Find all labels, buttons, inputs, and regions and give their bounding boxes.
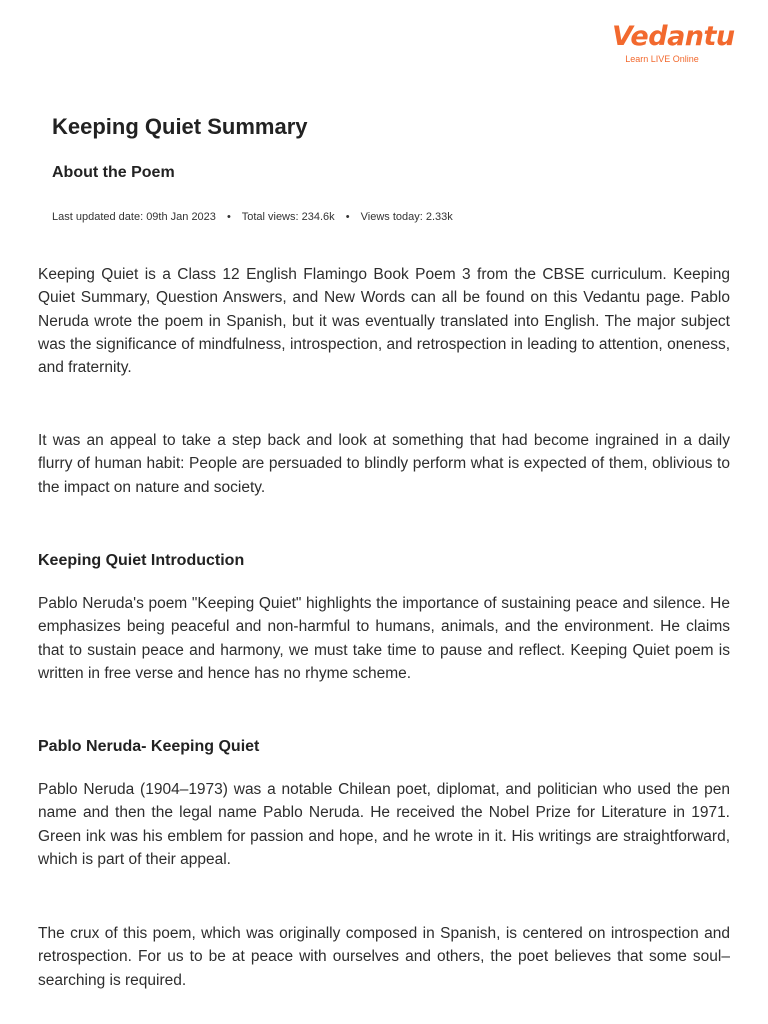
meta-separator: •	[345, 211, 350, 223]
vedantu-logo[interactable]	[612, 21, 735, 64]
article-meta	[52, 209, 453, 225]
logo-wordmark: Vedantu	[612, 21, 735, 52]
section-heading-introduction: Keeping Quiet Introduction	[38, 552, 245, 569]
paragraph-intro: Keeping Quiet is a Class 12 English Flamingo Book Poem 3 from the CBSE curriculum. Keeping Quiet Summary, Question Answers, and New Words can all be found on this Vedantu page. Pablo Neruda wrote the poem in Spanish, but it was eventually translated into English. The major subject was the significance of mindfulness, introspection, and retrospection in leading to attention, oneness, and fraternity.	[38, 266, 730, 377]
views-today: Views today: 2.33k	[360, 211, 453, 223]
total-views: Total views: 234.6k	[241, 211, 335, 223]
paragraph-crux: The crux of this poem, which was originally composed in Spanish, is centered on introspection and retrospection. For us to be at peace with ourselves and others, the poet believes that some soul–searching is required.	[38, 925, 730, 989]
paragraph-introduction: Pablo Neruda's poem "Keeping Quiet" highlights the importance of sustaining peace and silence. He emphasizes being peaceful and non-harmful to humans, animals, and the environment. He claims that to sustain peace and harmony, we must take time to pause and reflect. Keeping Quiet poem is written in free verse and hence has no rhyme scheme.	[38, 595, 730, 682]
paragraph-neruda-bio: Pablo Neruda (1904–1973) was a notable Chilean poet, diplomat, and politician who used the pen name and then the legal name Pablo Neruda. He received the Nobel Prize for Literature in 1971. Green ink was his emblem for passion and hope, and he wrote in it. His writings are straightforward, which is part of their appeal.	[38, 781, 730, 868]
meta-separator: •	[226, 211, 231, 223]
paragraph-appeal: It was an appeal to take a step back and look at something that had become ingrained in a daily flurry of human habit: People are persuaded to blindly perform what is expected of them, oblivious to the impact on nature and society.	[38, 432, 730, 496]
page-title: Keeping Quiet Summary	[52, 114, 308, 139]
last-updated-date: Last updated date: 09th Jan 2023	[52, 211, 216, 223]
page-subtitle: About the Poem	[52, 164, 175, 181]
section-heading-pablo-neruda: Pablo Neruda- Keeping Quiet	[38, 738, 260, 755]
logo-tagline: Learn LIVE Online	[625, 54, 699, 64]
